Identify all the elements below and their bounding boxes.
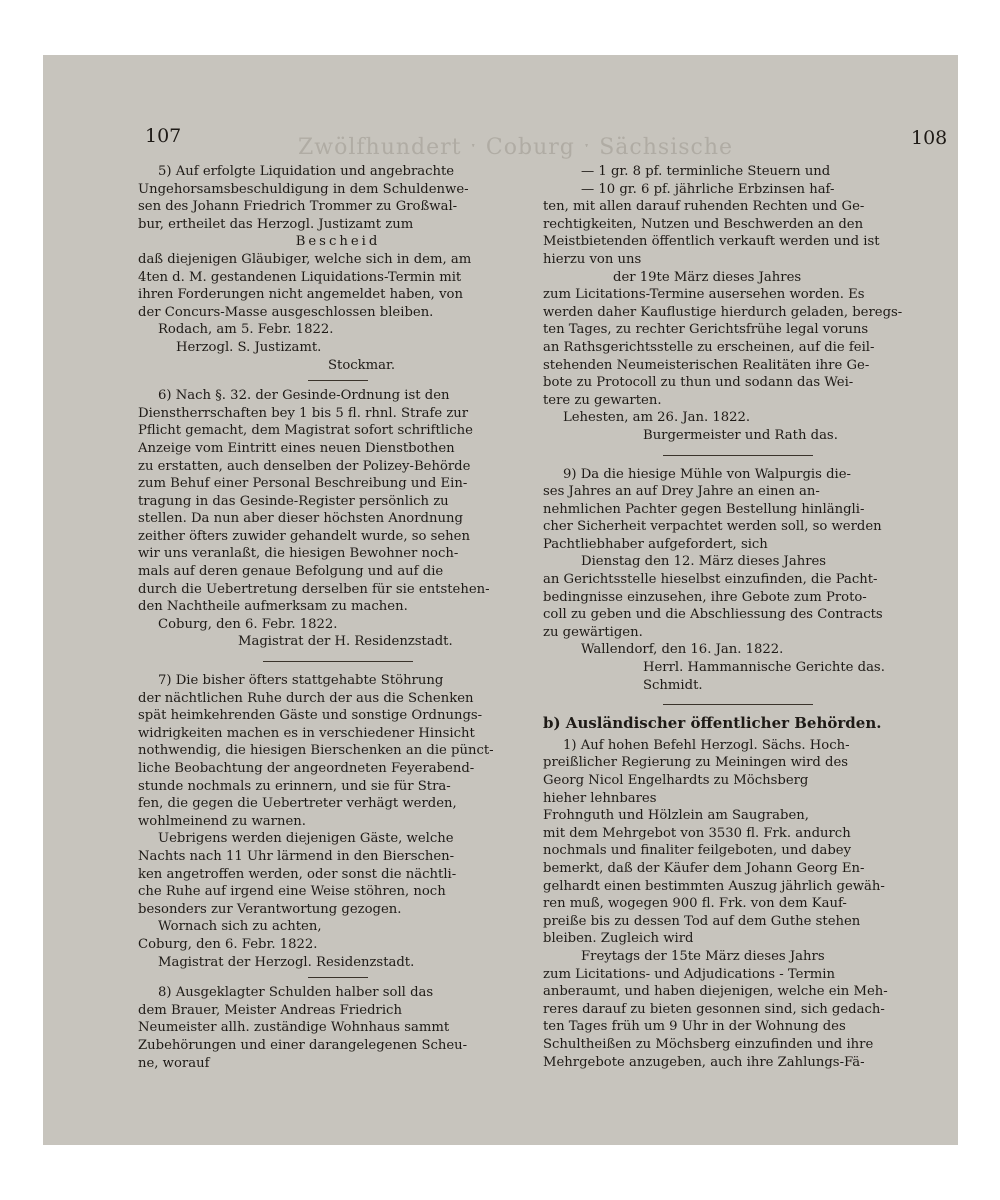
text-line: 5) Auf erfolgte Liquidation und angebrachte	[158, 164, 455, 179]
text-line: Pachtliebhaber aufgefordert, sich	[543, 536, 768, 552]
text-line: sen des Johann Friedrich Trommer zu Großwal-	[138, 199, 458, 215]
text-line: — 1 gr. 8 pf. terminliche Steuern und	[581, 164, 831, 179]
text-line: Bescheid	[295, 234, 381, 250]
text-line: ihren Forderungen nicht angemeldet haben, von	[138, 287, 463, 303]
text-line: ne, worauf	[138, 1055, 210, 1071]
text-line: 1) Auf hohen Befehl Herzogl. Sächs. Hoch-	[563, 737, 850, 753]
text-line: an Rathsgerichtsstelle zu erscheinen, auf die feil-	[543, 339, 875, 355]
text-line: ten Tages, zu rechter Gerichtsfrühe legal voruns	[543, 322, 869, 338]
divider	[663, 704, 813, 705]
text-line: Zubehörungen und einer darangelegenen Scheu-	[138, 1037, 468, 1053]
text-line: ten, mit allen darauf ruhenden Rechten und Ge-	[543, 199, 865, 215]
text-line: Anzeige vom Eintritt eines neuen Dienstbothen	[138, 440, 455, 456]
text-line: hierzu von uns	[543, 251, 642, 267]
scanned-page	[43, 55, 958, 1145]
text-line: bleiben. Zugleich wird	[543, 931, 694, 947]
text-line: nochmals und finaliter feilgeboten, und dabey	[543, 843, 852, 859]
text-line: Wornach sich zu achten,	[158, 919, 322, 935]
signature-office: Herrl. Hammannische Gerichte das.	[643, 660, 885, 676]
text-line: zum Licitations- und Adjudications - Termin	[543, 966, 835, 982]
signature-office: Herzogl. S. Justizamt.	[176, 339, 322, 355]
text-line: stellen. Da nun aber dieser höchsten Anordnung	[138, 511, 463, 527]
text-line: besonders zur Verantwortung gezogen.	[138, 901, 402, 917]
text-line: che Ruhe auf irgend eine Weise stöhren, noch	[138, 884, 446, 900]
text-line: Frohnguth und Hölzlein am Saugraben,	[543, 808, 809, 824]
notice-6	[138, 387, 538, 651]
text-line: Pflicht gemacht, dem Magistrat sofort schriftliche	[138, 423, 473, 439]
text-line: wir uns veranlaßt, die hiesigen Bewohner noch-	[138, 546, 459, 562]
text-line: zum Behuf einer Personal Beschreibung und Ein-	[138, 476, 468, 492]
text-line: ten Tages früh um 9 Uhr in der Wohnung des	[543, 1019, 846, 1035]
text-line: anberaumt, und haben diejenigen, welche ein Meh-	[543, 984, 888, 1000]
text-line: Mehrgebote anzugeben, auch ihre Zahlungs-Fä-	[543, 1054, 865, 1070]
text-line: Georg Nicol Engelhardts zu Möchsberg	[543, 773, 809, 788]
place-date: Coburg, den 6. Febr. 1822.	[138, 936, 318, 952]
text-line: Ungehorsamsbeschuldigung in dem Schuldenwe-	[138, 181, 469, 197]
text-line: 7) Die bisher öfters stattgehabte Stöhrung	[158, 673, 444, 689]
text-line: zu gewärtigen.	[543, 624, 643, 640]
text-line: fen, die gegen die Uebertreter verhägt werden,	[138, 796, 457, 812]
signature-office: Burgermeister und Rath das.	[643, 427, 838, 443]
text-line: reres darauf zu bieten gesonnen sind, sich gedach-	[543, 1001, 885, 1017]
text-line: der 19te März dieses Jahres	[613, 269, 802, 285]
text-line: zeither öfters zuwider gehandelt wurde, so sehen	[138, 528, 470, 544]
place-date: Coburg, den 6. Febr. 1822.	[158, 616, 338, 632]
text-line: preißlicher Regierung zu Meiningen wird des	[543, 755, 849, 771]
text-line: liche Beobachtung der angeordneten Feyerabend-	[138, 761, 475, 776]
text-line: 8) Ausgeklagter Schulden halber soll das	[158, 985, 434, 1001]
text-line: zu erstatten, auch denselben der Polizey-Behörde	[138, 458, 471, 474]
text-line: Meistbietenden öffentlich verkauft werden und ist	[543, 234, 880, 250]
notice-8-continued	[543, 163, 933, 445]
text-line: Dienstag den 12. März dieses Jahres	[581, 554, 827, 570]
section-b	[543, 715, 933, 1071]
divider	[663, 455, 813, 456]
text-line: zum Licitations-Termine ausersehen worden. Es	[543, 287, 865, 303]
text-line: Freytags der 15te März dieses Jahrs	[581, 948, 825, 964]
text-line: stehenden Neumeisterischen Realitäten ihre Ge-	[543, 357, 870, 373]
text-line: den Nachtheile aufmerksam zu machen.	[138, 599, 408, 615]
text-line: tere zu gewarten.	[543, 392, 662, 408]
text-line: bedingnisse einzusehen, ihre Gebote zum Proto-	[543, 589, 867, 605]
text-line: preiße bis zu dessen Tod auf dem Guthe stehen	[543, 913, 861, 929]
signature-name: Schmidt.	[643, 677, 703, 693]
section-heading: b) Ausländischer öffentlicher Behörden.	[543, 714, 882, 733]
notice-9	[543, 466, 933, 695]
text-line: Uebrigens werden diejenigen Gäste, welche	[158, 831, 454, 847]
text-line: dem Brauer, Meister Andreas Friedrich	[138, 1002, 402, 1018]
text-line: bote zu Protocoll zu thun und sodann das Wei-	[543, 375, 854, 391]
text-line: wohlmeinend zu warnen.	[138, 813, 306, 829]
left-column	[138, 163, 538, 1072]
text-line: an Gerichtsstelle hieselbst einzufinden, die Pacht-	[543, 572, 878, 588]
text-line: ken angetroffen werden, oder sonst die nächtli-	[138, 866, 457, 882]
text-line: der Concurs-Masse ausgeschlossen bleiben.	[138, 304, 434, 320]
text-line: Dienstherrschaften bey 1 bis 5 fl. rhnl. Strafe zur	[138, 405, 469, 421]
text-line: Nachts nach 11 Uhr lärmend in den Bierschen-	[138, 848, 455, 864]
notice-5	[138, 163, 538, 374]
page-number-left: 107	[145, 125, 182, 147]
page-number-right: 108	[911, 127, 948, 149]
notice-7	[138, 672, 538, 971]
place-date: Wallendorf, den 16. Jan. 1822.	[581, 642, 784, 658]
text-line: 9) Da die hiesige Mühle von Walpurgis die-	[563, 466, 851, 482]
text-line: nothwendig, die hiesigen Bierschenken an die pünct-	[138, 743, 494, 759]
text-line: 6) Nach §. 32. der Gesinde-Ordnung ist den	[158, 388, 450, 404]
text-line: Schultheißen zu Möchsberg einzufinden und ihre	[543, 1036, 874, 1052]
text-line: durch die Uebertretung derselben für sie entstehen-	[138, 581, 490, 597]
bleed-through-text: Zwölfhundert ˑ Coburg ˑ Sächsische	[298, 135, 734, 160]
text-line: cher Sicherheit verpachtet werden soll, so werden	[543, 519, 882, 535]
right-column	[543, 163, 933, 1071]
text-line: werden daher Kauflustige hierdurch geladen, beregs-	[543, 304, 903, 320]
signature-office: Magistrat der H. Residenzstadt.	[238, 634, 453, 650]
text-line: bemerkt, daß der Käufer dem Johann Georg En-	[543, 860, 865, 876]
divider	[308, 380, 368, 381]
text-line: ren muß, wogegen 900 fl. Frk. von dem Kauf-	[543, 896, 847, 912]
text-line: spät heimkehrenden Gäste und sonstige Ordnungs-	[138, 708, 483, 724]
text-line: rechtigkeiten, Nutzen und Beschwerden an den	[543, 216, 864, 232]
notice-8	[138, 984, 538, 1072]
text-line: widrigkeiten machen es in verschiedener Hinsicht	[138, 725, 475, 741]
text-line: hieher lehnbares	[543, 790, 657, 806]
divider	[263, 661, 413, 662]
text-line: ses Jahres an auf Drey Jahre an einen an-	[543, 484, 820, 500]
place-date: Rodach, am 5. Febr. 1822.	[158, 322, 334, 338]
text-line: coll zu geben und die Abschliessung des Contracts	[543, 607, 883, 623]
text-line: stunde nochmals zu erinnern, und sie für Stra-	[138, 778, 451, 794]
text-line: mit dem Mehrgebot von 3530 fl. Frk. andurch	[543, 825, 851, 841]
divider	[308, 977, 368, 978]
signature-office: Magistrat der Herzogl. Residenzstadt.	[158, 954, 415, 970]
text-line: bur, ertheilet das Herzogl. Justizamt zum	[138, 216, 414, 232]
place-date: Lehesten, am 26. Jan. 1822.	[563, 410, 751, 426]
text-line: der nächtlichen Ruhe durch der aus die Schenken	[138, 690, 474, 706]
text-line: — 10 gr. 6 pf. jährliche Erbzinsen haf-	[581, 181, 835, 197]
text-line: 4ten d. M. gestandenen Liquidations-Termin mit	[138, 269, 462, 285]
text-line: tragung in das Gesinde-Register persönlich zu	[138, 493, 449, 509]
text-line: nehmlichen Pachter gegen Bestellung hinlängli-	[543, 501, 865, 517]
text-line: mals auf deren genaue Befolgung und auf die	[138, 564, 444, 580]
text-line: daß diejenigen Gläubiger, welche sich in dem, am	[138, 251, 472, 267]
text-line: gelhardt einen bestimmten Auszug jährlich gewäh-	[543, 878, 885, 894]
text-line: Neumeister allh. zuständige Wohnhaus sammt	[138, 1020, 450, 1036]
signature-name: Stockmar.	[328, 357, 396, 373]
